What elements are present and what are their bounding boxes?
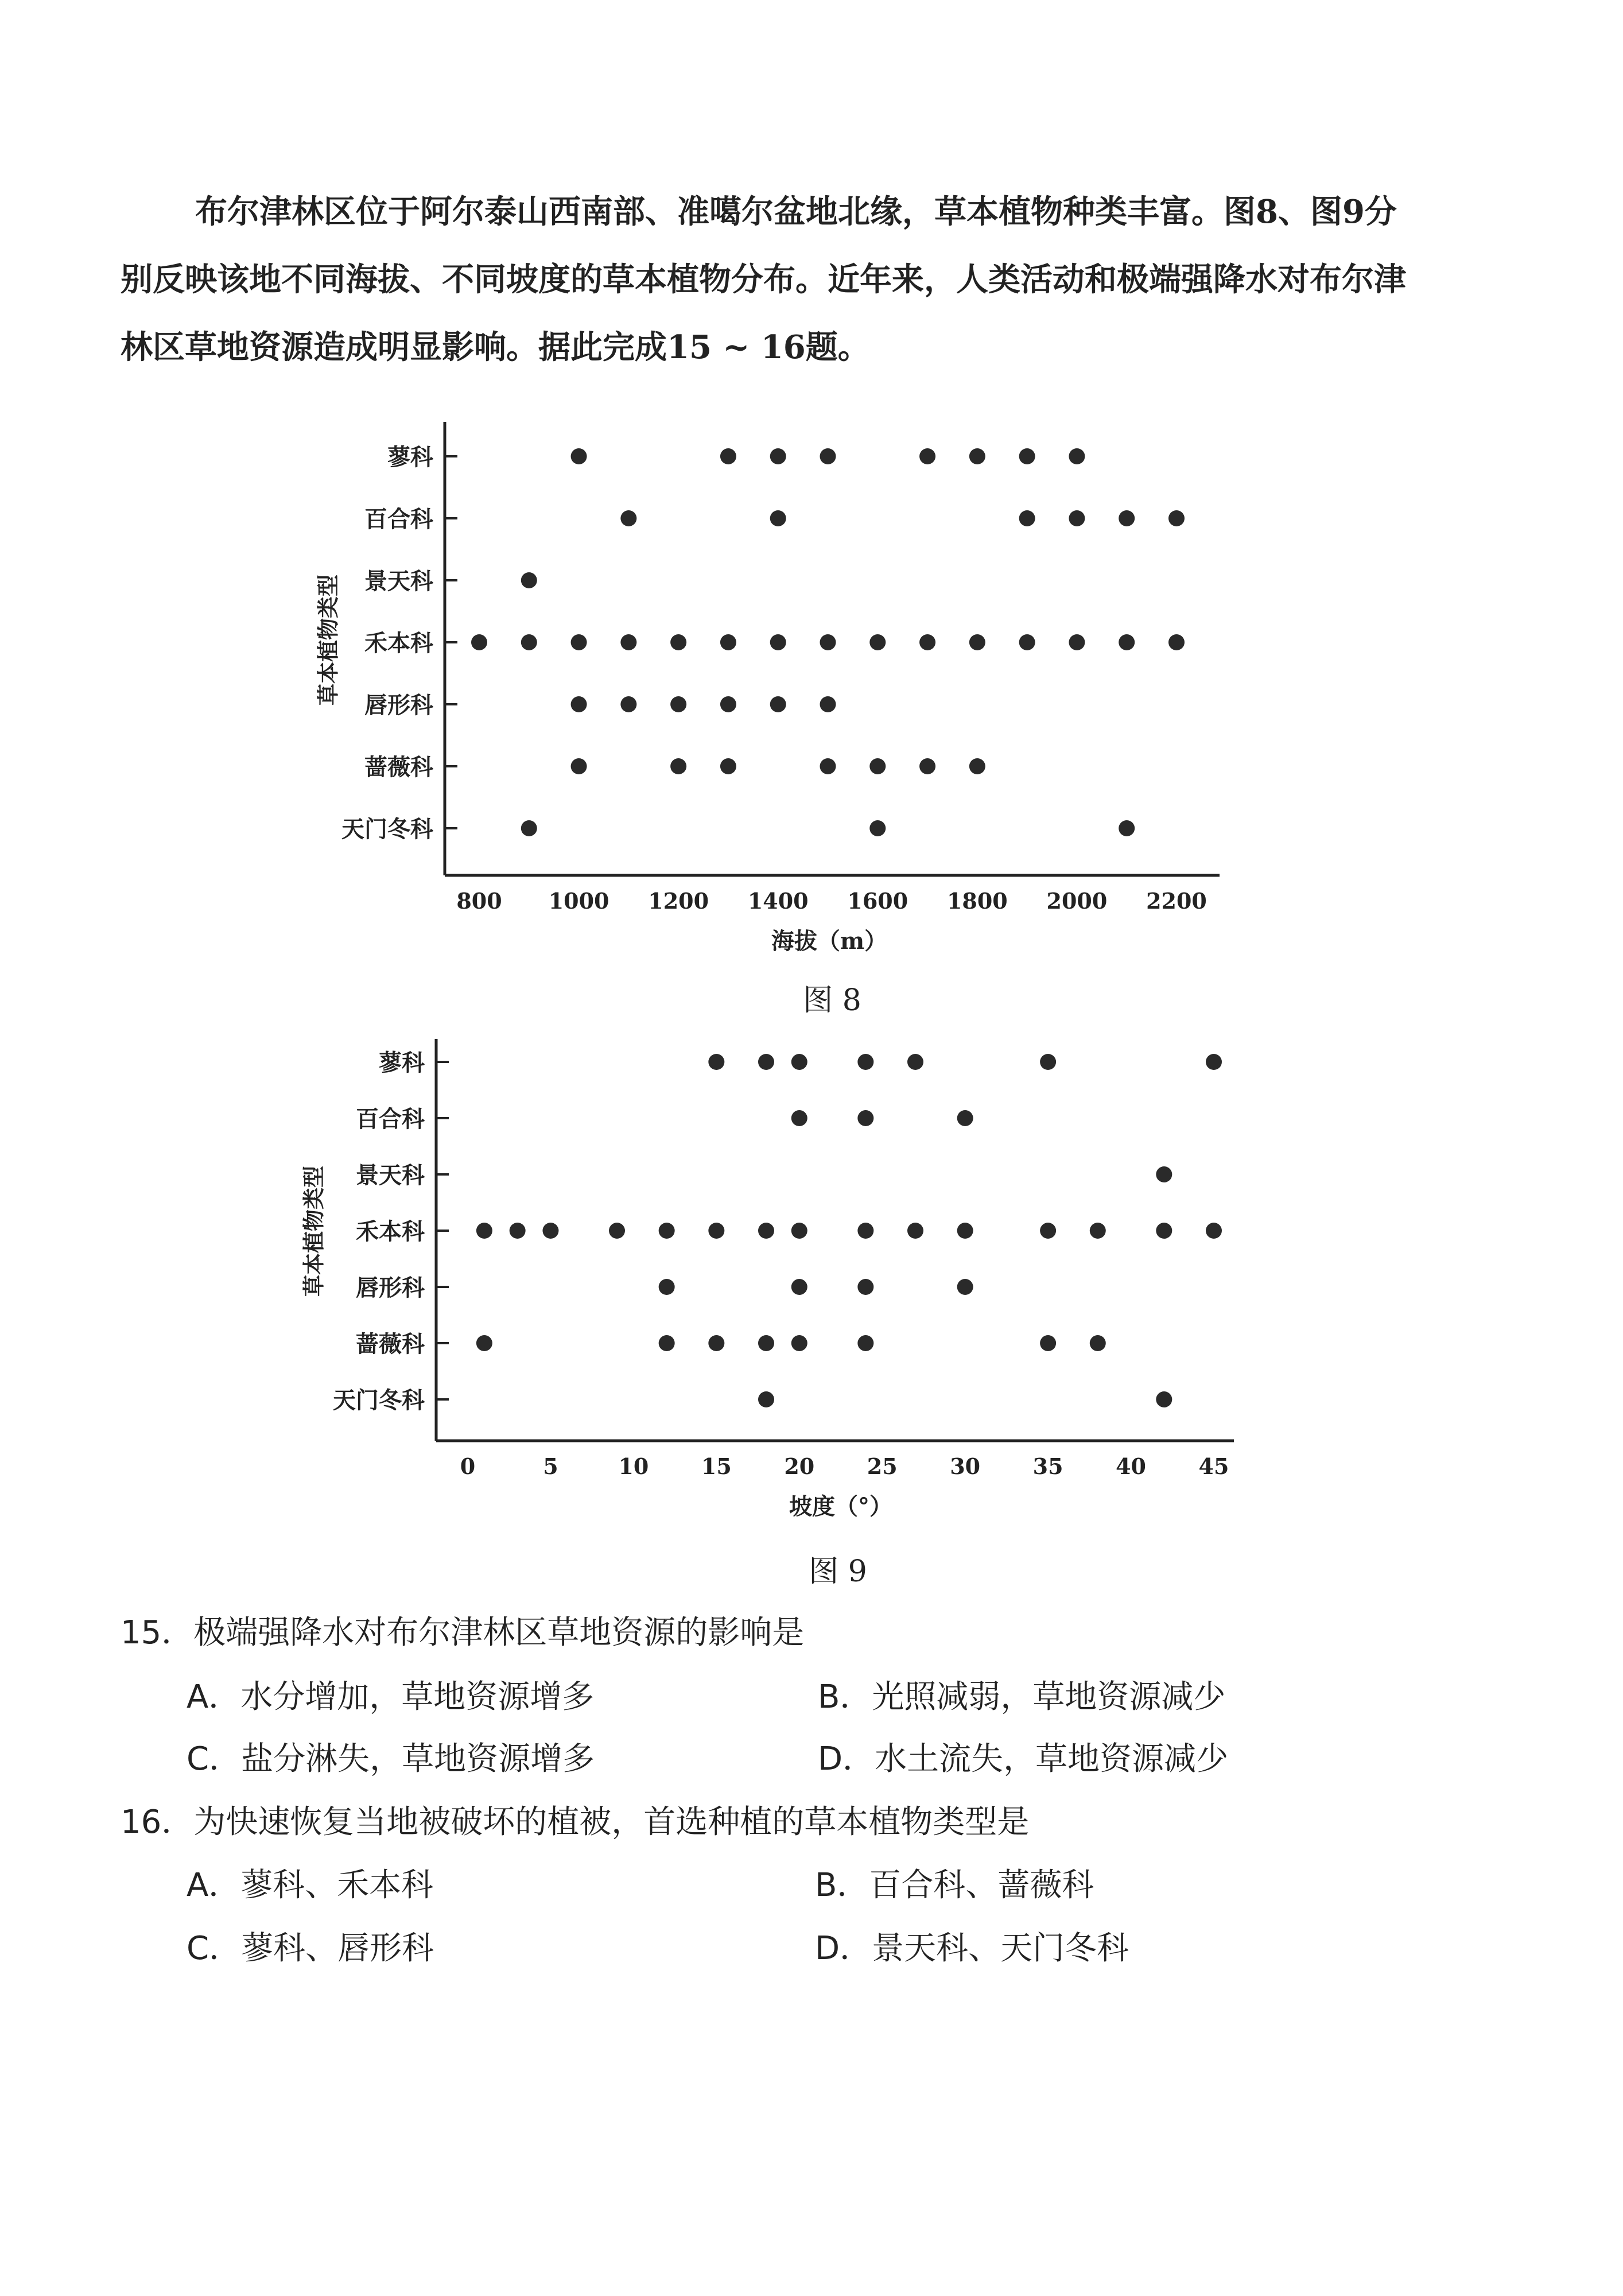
x-tick-label: 1600	[847, 888, 908, 914]
passage-line-1: 布尔津林区位于阿尔泰山西南部、准噶尔盆地北缘，草本植物种类丰富。图8、图9分	[195, 193, 1397, 231]
data-point	[758, 1391, 774, 1407]
y-tick-label: 天门冬科	[333, 1387, 425, 1414]
data-point	[857, 1279, 873, 1295]
x-tick-label: 1400	[747, 888, 809, 914]
x-tick-label: 25	[867, 1453, 898, 1479]
figure-8-caption: 图 8	[803, 983, 861, 1018]
data-point	[791, 1110, 807, 1126]
question-15-stem: 15．极端强降水对布尔津林区草地资源的影响是	[121, 1614, 805, 1651]
data-point	[857, 1223, 873, 1239]
x-tick-label: 40	[1116, 1453, 1147, 1479]
data-point	[1156, 1223, 1172, 1239]
data-point	[1040, 1335, 1056, 1351]
data-point	[708, 1054, 724, 1070]
data-point	[659, 1279, 675, 1295]
question-15-option-b: B．光照减弱，草地资源减少	[818, 1678, 1226, 1716]
y-tick-label: 景天科	[356, 1162, 425, 1189]
x-tick-label: 35	[1032, 1453, 1063, 1479]
x-tick-label: 10	[618, 1453, 649, 1479]
passage-line-3: 林区草地资源造成明显影响。据此完成15 ~ 16题。	[121, 328, 870, 366]
data-point	[609, 1223, 625, 1239]
x-tick-label: 0	[460, 1453, 476, 1479]
y-tick-label: 百合科	[356, 1106, 425, 1133]
data-point	[791, 1335, 807, 1351]
data-point	[659, 1335, 675, 1351]
data-point	[957, 1279, 973, 1295]
y-tick-label: 禾本科	[364, 630, 433, 657]
data-point	[1040, 1223, 1056, 1239]
data-point	[510, 1223, 526, 1239]
data-point	[1090, 1335, 1106, 1351]
y-tick-label: 唇形科	[364, 692, 433, 719]
data-point	[1156, 1166, 1172, 1182]
data-point	[857, 1054, 873, 1070]
question-16-option-a: A．蓼科、禾本科	[187, 1867, 434, 1904]
x-tick-label: 800	[456, 888, 502, 914]
data-point	[857, 1335, 873, 1351]
y-tick-label: 百合科	[364, 506, 433, 533]
x-tick-label: 30	[950, 1453, 981, 1479]
y-axis-label: 草本植物类型	[315, 574, 341, 706]
question-15-option-d: D．水土流失，草地资源减少	[818, 1740, 1229, 1778]
question-16-stem: 16．为快速恢复当地被破坏的植被，首选种植的草本植物类型是	[121, 1804, 1030, 1841]
y-tick-label: 蔷薇科	[356, 1331, 425, 1358]
y-axis-label: 草本植物类型	[301, 1165, 327, 1297]
x-tick-label: 5	[543, 1453, 558, 1479]
x-tick-label: 15	[701, 1453, 732, 1479]
data-point	[1206, 1054, 1222, 1070]
data-point	[758, 1335, 774, 1351]
data-point	[1090, 1223, 1106, 1239]
x-tick-label: 2000	[1046, 888, 1108, 914]
data-point	[1206, 1223, 1222, 1239]
data-point	[957, 1110, 973, 1126]
data-point	[957, 1223, 973, 1239]
passage-line-2: 别反映该地不同海拔、不同坡度的草本植物分布。近年来，人类活动和极端强降水对布尔津	[121, 261, 1406, 298]
data-point	[857, 1110, 873, 1126]
x-axis-label: 海拔（m）	[771, 928, 888, 955]
x-tick-label: 45	[1198, 1453, 1229, 1479]
question-16-option-d: D．景天科、天门冬科	[815, 1930, 1129, 1967]
y-tick-label: 蓼科	[387, 444, 433, 471]
question-15-option-a: A．水分增加，草地资源增多	[187, 1678, 595, 1716]
y-tick-label: 蔷薇科	[364, 754, 433, 781]
question-16-option-c: C．蓼科、唇形科	[187, 1930, 434, 1967]
y-tick-label: 景天科	[364, 568, 433, 595]
data-point	[791, 1279, 807, 1295]
data-point	[542, 1223, 558, 1239]
data-point	[708, 1335, 724, 1351]
data-point	[659, 1223, 675, 1239]
data-point	[476, 1335, 492, 1351]
x-tick-label: 1800	[946, 888, 1008, 914]
data-point	[708, 1223, 724, 1239]
question-15-option-c: C．盐分淋失，草地资源增多	[187, 1740, 595, 1778]
data-point	[791, 1223, 807, 1239]
x-tick-label: 2200	[1146, 888, 1207, 914]
question-16-option-b: B．百合科、蔷薇科	[815, 1867, 1094, 1904]
x-tick-label: 1200	[648, 888, 709, 914]
figure-9-caption: 图 9	[809, 1554, 867, 1589]
y-tick-label: 天门冬科	[341, 816, 433, 843]
x-tick-label: 20	[784, 1453, 815, 1479]
y-tick-label: 蓼科	[379, 1049, 425, 1076]
data-point	[791, 1054, 807, 1070]
data-point	[907, 1054, 923, 1070]
data-point	[476, 1223, 492, 1239]
x-axis-label: 坡度（°）	[789, 1493, 892, 1520]
data-point	[1040, 1054, 1056, 1070]
data-point	[1156, 1391, 1172, 1407]
data-point	[758, 1223, 774, 1239]
y-tick-label: 唇形科	[356, 1274, 425, 1301]
data-point	[907, 1223, 923, 1239]
y-tick-label: 禾本科	[356, 1218, 425, 1245]
data-point	[758, 1054, 774, 1070]
x-tick-label: 1000	[548, 888, 609, 914]
